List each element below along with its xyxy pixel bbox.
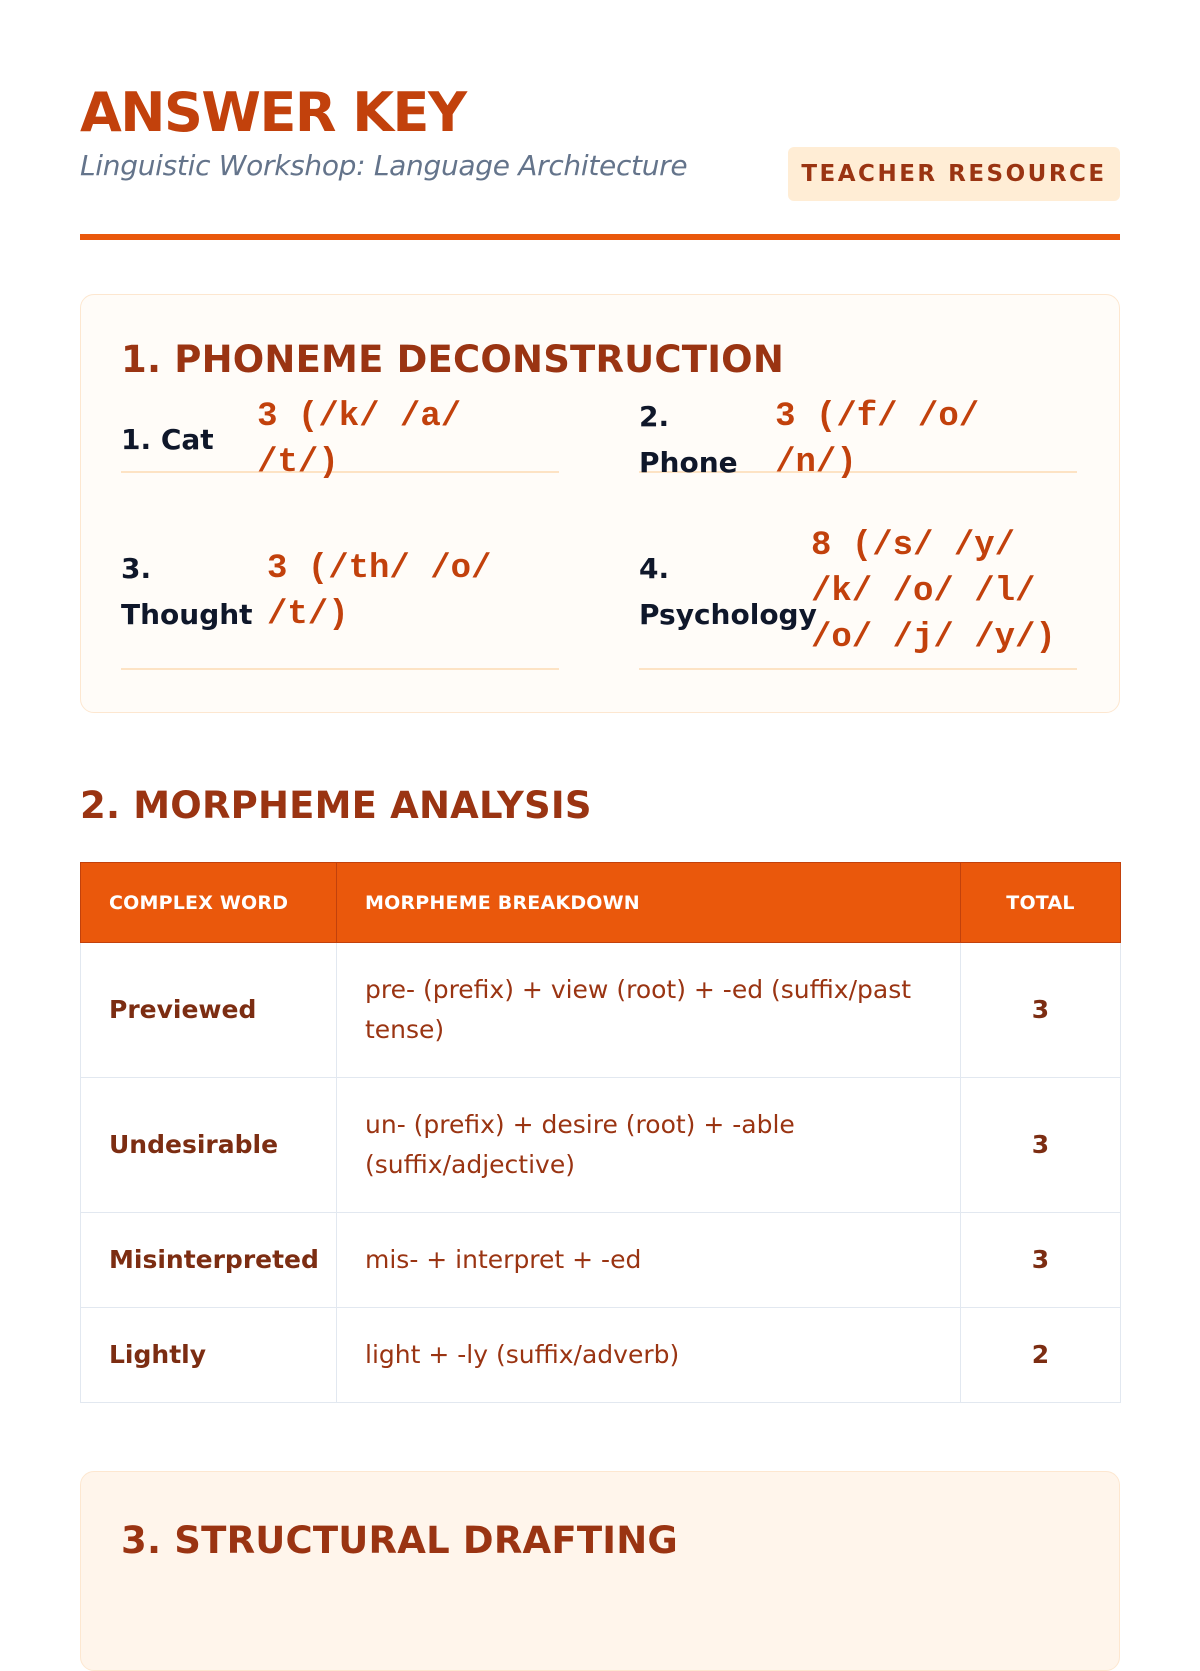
table-header-row: [81, 863, 1121, 943]
phoneme-word-label: 4. Psychology: [639, 551, 817, 631]
table-row: [81, 1213, 1121, 1308]
phoneme-item: [121, 398, 559, 482]
phoneme-answer: 3 (/f/ /o/ /n/): [775, 398, 980, 482]
morpheme-section-title: 2. MORPHEME ANALYSIS: [80, 784, 592, 827]
table-row: [81, 943, 1121, 1078]
teacher-resource-badge: TEACHER RESOURCE: [788, 147, 1120, 201]
drafting-section-title: 3. STRUCTURAL DRAFTING: [121, 1519, 678, 1562]
phoneme-item: [639, 515, 1077, 670]
breakdown-cell: mis- + interpret + -ed: [337, 1213, 961, 1308]
complex-word-cell: Undesirable: [81, 1078, 337, 1213]
page-header: [80, 80, 1120, 240]
total-cell: 3: [961, 1078, 1121, 1213]
breakdown-cell: pre- (prefix) + view (root) + -ed (suffix/past tense): [337, 943, 961, 1078]
column-header-word: COMPLEX WORD: [81, 863, 337, 943]
morpheme-table: [80, 862, 1121, 1403]
phoneme-section: [80, 294, 1120, 713]
page-subtitle: Linguistic Workshop: Language Architecture: [80, 149, 688, 182]
column-header-breakdown: MORPHEME BREAKDOWN: [337, 863, 961, 943]
page-title: ANSWER KEY: [80, 81, 466, 144]
phoneme-word-label: 1. Cat: [121, 423, 214, 456]
header-divider: [80, 234, 1120, 240]
total-cell: 2: [961, 1308, 1121, 1403]
phoneme-answer: 3 (/th/ /o/ /t/): [267, 549, 492, 634]
column-header-total: TOTAL: [961, 863, 1121, 943]
total-cell: 3: [961, 1213, 1121, 1308]
total-cell: 3: [961, 943, 1121, 1078]
phoneme-item: [121, 515, 559, 670]
table-row: [81, 1308, 1121, 1403]
phoneme-section-title: 1. PHONEME DECONSTRUCTION: [121, 338, 784, 381]
complex-word-cell: Lightly: [81, 1308, 337, 1403]
complex-word-cell: Previewed: [81, 943, 337, 1078]
phoneme-answer: 8 (/s/ /y/ /k/ /o/ /l/ /o/ /j/ /y/): [811, 526, 1056, 657]
drafting-section: [80, 1471, 1120, 1671]
complex-word-cell: Misinterpreted: [81, 1213, 337, 1308]
breakdown-cell: un- (prefix) + desire (root) + -able (suffix/adjective): [337, 1078, 961, 1213]
phoneme-answer: 3 (/k/ /a/ /t/): [257, 398, 462, 482]
phoneme-word-label: 2. Phone: [639, 400, 738, 479]
phoneme-item: [639, 398, 1077, 482]
phoneme-word-label: 3. Thought: [121, 551, 253, 631]
table-row: [81, 1078, 1121, 1213]
breakdown-cell: light + -ly (suffix/adverb): [337, 1308, 961, 1403]
